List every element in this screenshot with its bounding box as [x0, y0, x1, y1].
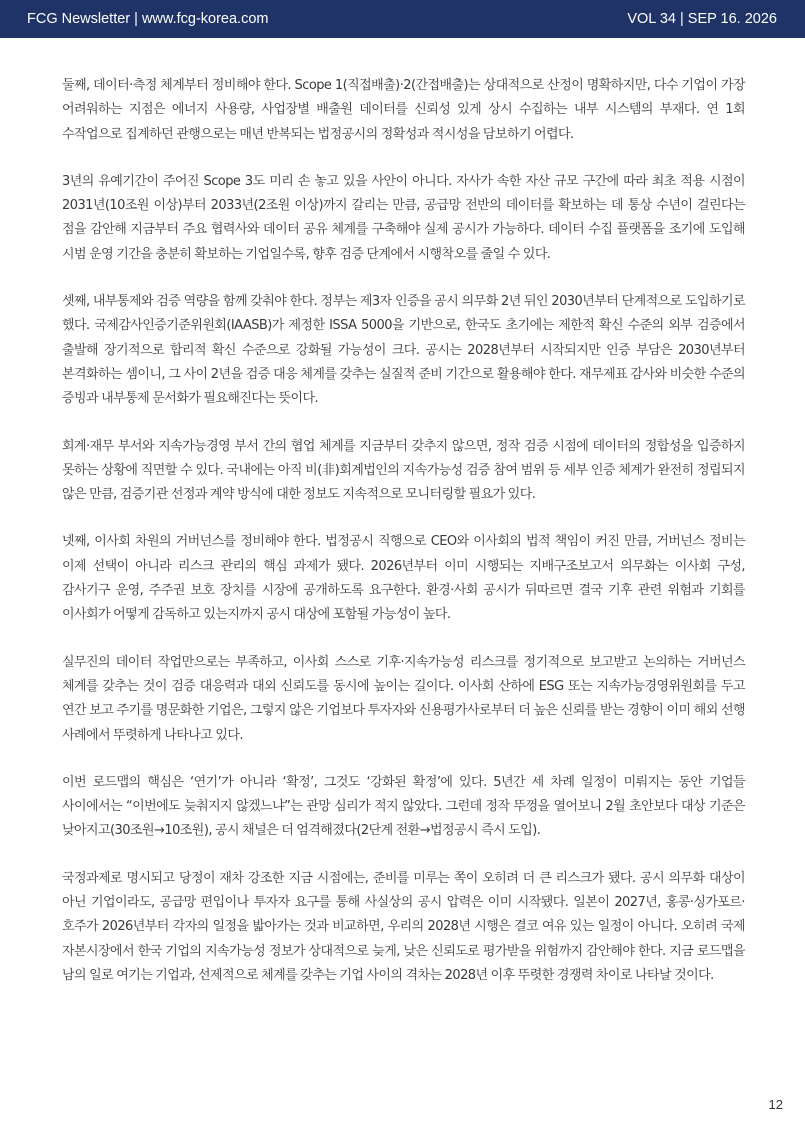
article-body	[62, 74, 745, 1011]
newsletter-site-label: FCG Newsletter | www.fcg-korea.com	[27, 11, 269, 27]
paragraph-governance-system: 실무진의 데이터 작업만으로는 부족하고, 이사회 스스로 기후·지속가능성 리스크를 정기적으로 보고받고 논의하는 거버넌스 체계를 갖추는 것이 검증 대응력과 대외 신뢰도를 동시에 높이는 길이다. 이사회 산하에 ESG 또는 지속가능경영위원회를 두고 연간 보고 주기를 명문화한 기업은, 그렇지 않은 기업보다 투자자와 신용평가사로부터 더 높은 신뢰를 받는 경향이 이미 해외 선행 사례에서 뚜렷하게 나타나고 있다.	[62, 654, 745, 743]
paragraph-collaboration: 회계·재무 부서와 지속가능경영 부서 간의 협업 체계를 지금부터 갖추지 않으면, 정작 검증 시점에 데이터의 정합성을 입증하지 못하는 상황에 직면할 수 있다. 국내에는 아직 비(非)회계법인의 지속가능성 검증 참여 범위 등 세부 인증 체계가 완전히 정립되지 않은 만큼, 검증기관 선정과 계약 방식에 대한 정보도 지속적으로 모니터링할 필요가 있다.	[62, 438, 745, 503]
paragraph-roadmap-core: 이번 로드맵의 핵심은 ‘연기’가 아니라 ‘확정’, 그것도 ‘강화된 확정’에 있다. 5년간 세 차례 일정이 미뤄지는 동안 기업들 사이에서는 “이번에도 늦춰지지 않겠느냐”는 관망 심리가 적지 않았다. 그런데 정작 뚜껑을 열어보니 2월 초안보다 대상 기준은 낮아지고(30조원→10조원), 공시 채널은 더 엄격해졌다(2단계 전환→법정공시 즉시 도입).	[62, 774, 745, 839]
paragraph-board-governance: 넷째, 이사회 차원의 거버넌스를 정비해야 한다. 법정공시 직행으로 CEO와 이사회의 법적 책임이 커진 만큼, 거버넌스 정비는 이제 선택이 아니라 리스크 관리의 핵심 과제가 됐다. 2026년부터 이미 시행되는 지배구조보고서 의무화는 이사회 구성, 감사기구 운영, 주주권 보호 장치를 시장에 공개하도록 요구한다. 환경·사회 공시가 뒤따르면 결국 기후 관련 위험과 기회를 이사회가 어떻게 감독하고 있는지까지 공시 대상에 포함될 가능성이 높다.	[62, 534, 745, 623]
paragraph-conclusion: 국정과제로 명시되고 당정이 재차 강조한 지금 시점에는, 준비를 미루는 쪽이 오히려 더 큰 리스크가 됐다. 공시 의무화 대상이 아닌 기업이라도, 공급망 편입이나 투자자 요구를 통해 사실상의 공시 압력은 이미 시작됐다. 일본이 2027년, 홍콩·싱가포르·호주가 2026년부터 각자의 일정을 밟아가는 것과 비교하면, 우리의 2028년 시행은 결코 여유 있는 일정이 아니다. 오히려 국제 자본시장에서 한국 기업의 지속가능성 정보가 상대적으로 늦게, 낮은 신뢰도로 평가받을 위험까지 감안해야 한다. 지금 로드맵을 남의 일로 여기는 기업과, 선제적으로 체계를 갖추는 기업 사이의 격차는 2028년 이후 뚜렷한 경쟁력 차이로 나타날 것이다.	[62, 870, 745, 983]
issue-date-label: VOL 34 | SEP 16. 2026	[627, 11, 777, 27]
newsletter-header	[0, 0, 805, 38]
paragraph-internal-control: 셋째, 내부통제와 검증 역량을 함께 갖춰야 한다. 정부는 제3자 인증을 공시 의무화 2년 뒤인 2030년부터 단계적으로 도입하기로 했다. 국제감사인증기준위원회(IAASB)가 제정한 ISSA 5000을 기반으로, 한국도 초기에는 제한적 확신 수준의 외부 검증에서 출발해 장기적으로 합리적 확신 수준으로 강화될 가능성이 크다. 공시는 2028년부터 시작되지만 인증 부담은 2030년부터 본격화하는 셈이니, 그 사이 2년을 검증 대응 체계를 갖추는 실질적 준비 기간으로 활용해야 한다. 재무제표 감사와 비슷한 수준의 증빙과 내부통제 문서화가 필요해진다는 뜻이다.	[62, 294, 745, 407]
paragraph-scope3: 3년의 유예기간이 주어진 Scope 3도 미리 손 놓고 있을 사안이 아니다. 자사가 속한 자산 규모 구간에 따라 최초 적용 시점이 2031년(10조원 이상)부터 2033년(2조원 이상)까지 갈리는 만큼, 공급망 전반의 데이터를 확보하는 데 통상 수년이 걸린다는 점을 감안해 지금부터 주요 협력사와 데이터 공유 체계를 구축해야 실제 공시가 가능하다. 데이터 수집 플랫폼을 조기에 도입해 시범 운영 기간을 충분히 확보하는 기업일수록, 향후 검증 단계에서 시행착오를 줄일 수 있다.	[62, 173, 745, 262]
page-number: 12	[768, 1097, 783, 1112]
paragraph-data-measurement: 둘째, 데이터·측정 체계부터 정비해야 한다. Scope 1(직접배출)·2(간접배출)는 상대적으로 산정이 명확하지만, 다수 기업이 가장 어려워하는 지점은 에너지 사용량, 사업장별 배출원 데이터를 신뢰성 있게 상시 수집하는 내부 시스템의 부재다. 연 1회 수작업으로 집계하던 관행으로는 매년 반복되는 법정공시의 정확성과 적시성을 담보하기 어렵다.	[62, 78, 745, 142]
